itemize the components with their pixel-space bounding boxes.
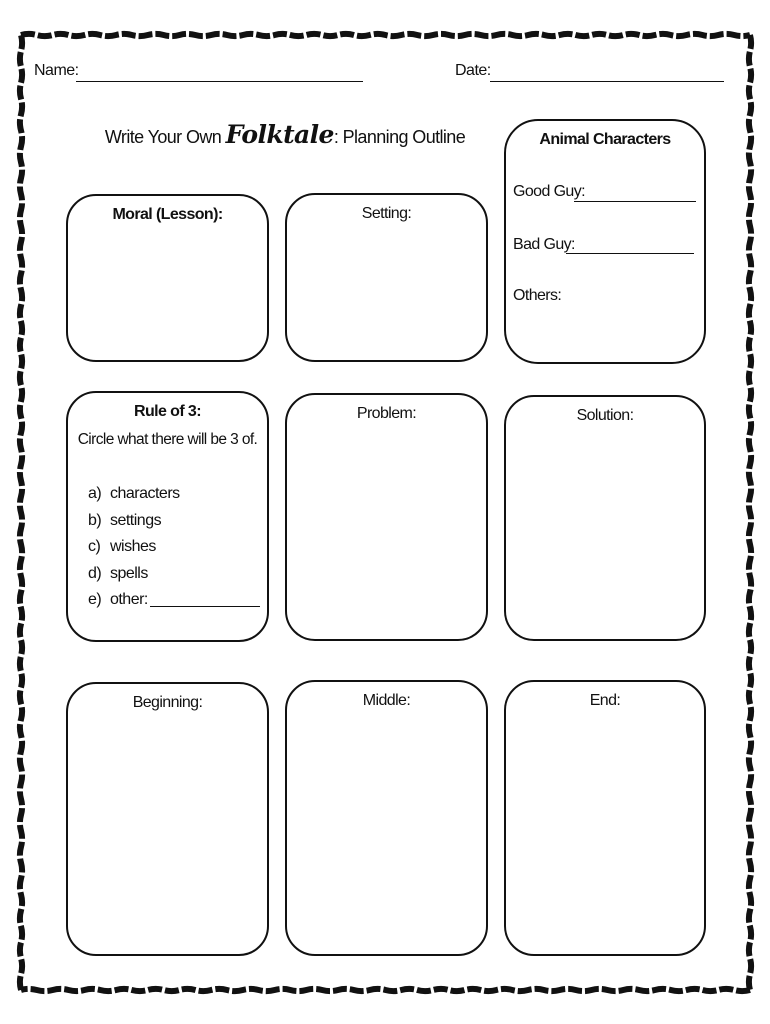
others-label: Others:	[513, 287, 562, 304]
rule-of-3-options	[88, 481, 180, 614]
middle-box[interactable]	[285, 680, 488, 956]
option-wishes[interactable]: c) wishes	[88, 538, 156, 555]
title-folktale: Folktale	[225, 120, 334, 149]
animal-characters-title: Animal Characters	[539, 131, 671, 148]
border-edge	[20, 35, 22, 990]
name-line[interactable]	[76, 81, 363, 82]
end-box[interactable]	[504, 680, 706, 956]
date-label: Date:	[455, 62, 491, 79]
border-edge	[21, 989, 750, 991]
middle-title: Middle:	[362, 692, 411, 709]
animal-characters-box[interactable]	[504, 119, 706, 364]
option-settings[interactable]: b) settings	[88, 511, 162, 529]
moral-title: Moral (Lesson):	[112, 206, 223, 223]
title-prefix: Write Your Own	[104, 127, 226, 147]
beginning-box[interactable]	[66, 682, 269, 956]
good-guy-label: Good Guy:	[513, 183, 585, 200]
end-title: End:	[589, 692, 621, 709]
solution-box[interactable]	[504, 395, 706, 641]
beginning-title: Beginning:	[132, 694, 203, 711]
setting-title: Setting:	[361, 205, 412, 222]
border-edge	[21, 34, 750, 36]
title-suffix: : Planning Outline	[333, 127, 466, 147]
moral-box[interactable]	[66, 194, 269, 362]
setting-box[interactable]	[285, 193, 488, 362]
bad-guy-line[interactable]	[566, 253, 694, 254]
solution-title: Solution:	[576, 407, 634, 424]
option-characters[interactable]: a) characters	[88, 485, 180, 502]
rule-of-3-box[interactable]	[66, 391, 269, 642]
date-line[interactable]	[490, 81, 724, 82]
problem-title: Problem:	[356, 405, 417, 422]
name-label: Name:	[34, 62, 79, 79]
option-spells[interactable]: d) spells	[88, 564, 148, 582]
good-guy-line[interactable]	[574, 201, 696, 202]
border-edge	[749, 35, 751, 990]
page-title	[0, 120, 570, 149]
problem-box[interactable]	[285, 393, 488, 641]
rule-of-3-subtitle: Circle what there will be 3 of.	[77, 431, 258, 448]
other-line[interactable]	[150, 606, 260, 607]
rule-of-3-title: Rule of 3:	[134, 403, 201, 420]
bad-guy-label: Bad Guy:	[513, 236, 575, 253]
option-other[interactable]: e) other:	[88, 587, 180, 614]
